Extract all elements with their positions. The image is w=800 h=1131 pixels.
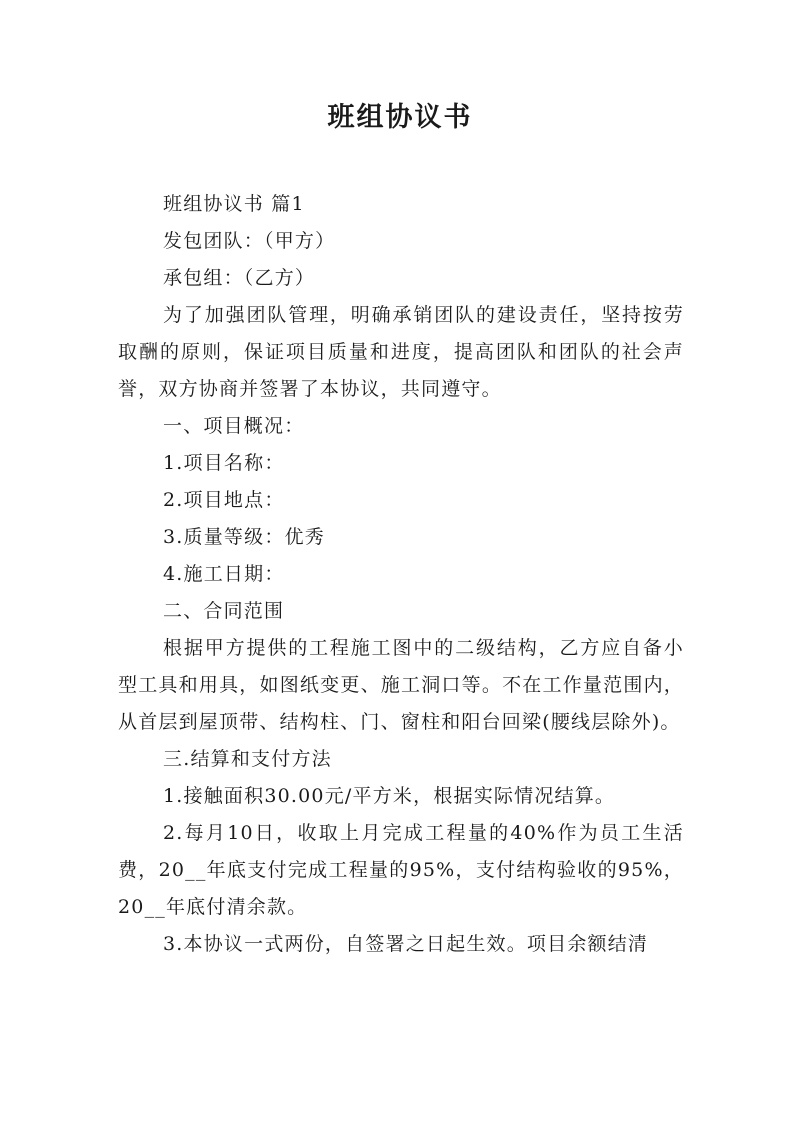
party-b-line: 承包组：（乙方） <box>163 267 316 289</box>
project-name-line: 1.项目名称： <box>163 452 285 474</box>
project-location-line: 2.项目地点： <box>163 489 285 511</box>
party-a-line: 发包团队：（甲方） <box>163 230 336 252</box>
document-title: 班组协议书 <box>327 102 473 133</box>
settlement-item-1: 1.接触面积30.00元/平方米，根据实际情况结算。 <box>163 785 616 807</box>
construction-date-line: 4.施工日期： <box>163 563 285 585</box>
contract-scope-paragraph: 根据甲方提供的工程施工图中的二级结构，乙方应自备小型工具和用具，如图纸变更、施工洞口等。不在工作量范围内，从首层到屋顶带、结构柱、门、窗柱和阳台回梁(腰线层除外)。 <box>118 637 684 733</box>
section-heading: 班组协议书 篇1 <box>163 193 305 215</box>
contract-scope-heading: 二、合同范围 <box>163 600 285 622</box>
settlement-heading: 三.结算和支付方法 <box>163 748 332 770</box>
quality-grade-line: 3.质量等级：优秀 <box>163 526 325 548</box>
settlement-item-2: 2.每月10日，收取上月完成工程量的40%作为员工生活费，20__年底支付完成工程量的95%，支付结构验收的95%，20__年底付清余款。 <box>118 822 684 918</box>
project-overview-heading: 一、项目概况： <box>163 415 305 437</box>
purpose-paragraph: 为了加强团队管理，明确承销团队的建设责任，坚持按劳取酬的原则，保证项目质量和进度，提高团队和团队的社会声誉，双方协商并签署了本协议，共同遵守。 <box>118 304 684 400</box>
settlement-item-3: 3.本协议一式两份，自签署之日起生效。项目余额结清 <box>163 933 649 955</box>
document-body <box>118 186 684 963</box>
